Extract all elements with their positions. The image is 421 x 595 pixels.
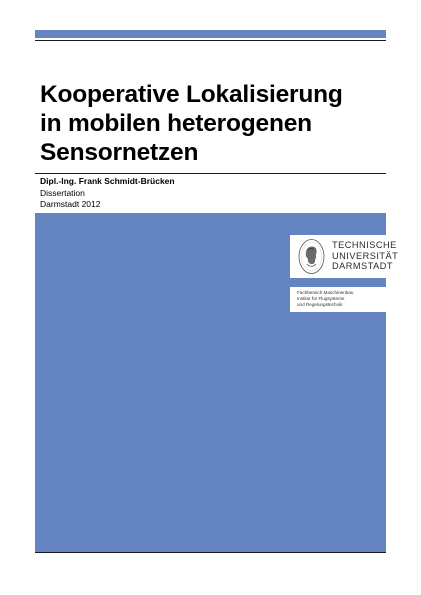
university-name-line-3: DARMSTADT — [332, 261, 393, 271]
top-accent-bar — [35, 30, 386, 38]
title-line-3: Sensornetzen — [40, 139, 199, 166]
department-text — [297, 290, 353, 309]
author-block — [40, 176, 175, 211]
dissertation-title — [40, 80, 380, 167]
university-seal-icon — [298, 238, 325, 275]
title-line-1: Kooperative Lokalisierung — [40, 81, 343, 108]
department-line-2: Institut für Flugsysteme — [297, 296, 345, 302]
meta-rule — [35, 173, 386, 174]
top-rule — [35, 40, 386, 41]
author-name: Dipl.-Ing. Frank Schmidt-Brücken — [40, 176, 175, 186]
university-name-line-2: UNIVERSITÄT — [332, 250, 399, 261]
title-line-2: in mobilen heterogenen — [40, 110, 312, 137]
department-line-3: und Regelungstechnik — [297, 302, 343, 308]
document-type: Dissertation — [40, 187, 85, 198]
department-line-1: Fachbereich Maschinenbau — [297, 290, 354, 295]
department-label — [290, 287, 386, 312]
university-logo — [290, 235, 399, 278]
university-name — [332, 240, 398, 272]
place-year: Darmstadt 2012 — [40, 199, 101, 209]
university-name-line-1: TECHNISCHE — [332, 240, 397, 250]
bottom-rule — [35, 552, 386, 553]
